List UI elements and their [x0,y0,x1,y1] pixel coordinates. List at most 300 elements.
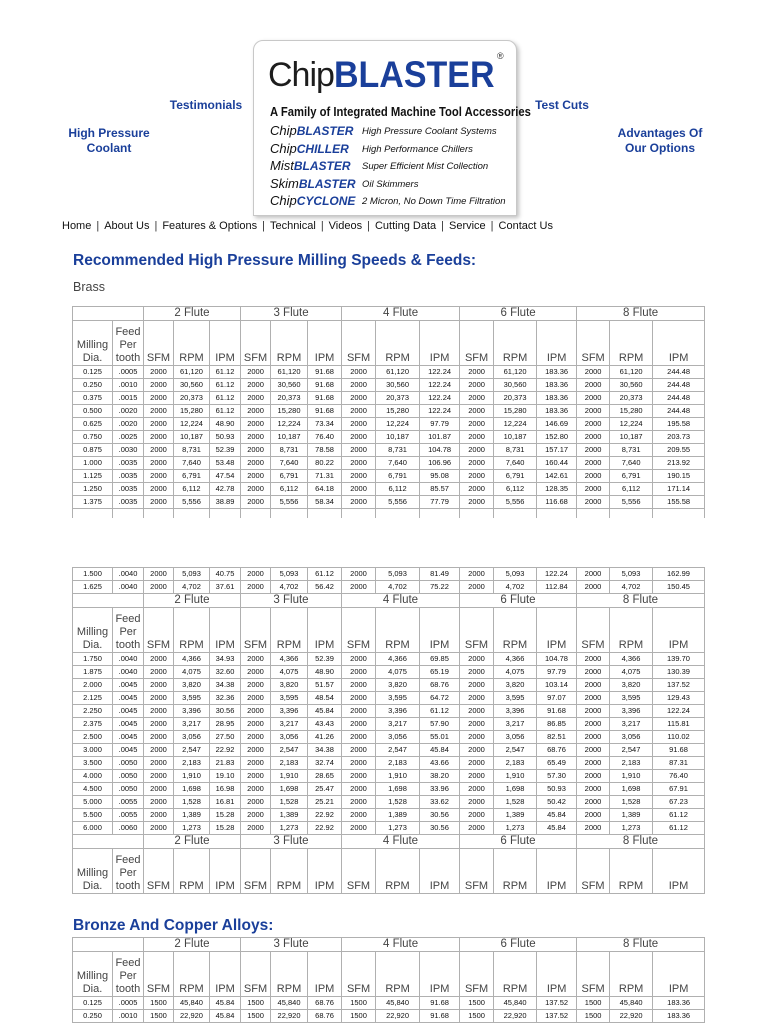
table-cell: 2000 [241,666,271,679]
table-cell: 2000 [342,392,376,405]
sfm-header: SFM [460,952,494,997]
table-cell: 2000 [460,405,494,418]
table-cell: 6,791 [271,470,308,483]
rpm-header: RPM [610,321,653,366]
table-cell: 80.22 [308,457,342,470]
logo-product-item [270,175,419,193]
table-cell: .0025 [113,431,144,444]
table-cell: 1,528 [494,796,537,809]
table-cell: 52.39 [210,444,241,457]
table-cell: 25.21 [308,796,342,809]
table-cell: .0035 [113,457,144,470]
flute-header: 6 Flute [460,594,577,608]
table-cell: 116.68 [537,496,577,509]
flute-header: 4 Flute [342,307,460,321]
table-cell: 1.875 [73,666,113,679]
table-cell: 2000 [460,679,494,692]
table-cell: 7,640 [494,457,537,470]
rpm-header: RPM [174,849,210,894]
table-cell: 106.96 [420,457,460,470]
table-cell: 142.61 [537,470,577,483]
table-cell: 2000 [241,457,271,470]
table-cell: 2000 [460,692,494,705]
table-cell: 3,396 [271,705,308,718]
table-cell: 91.68 [308,366,342,379]
table-cell: 2000 [241,705,271,718]
table-cell: 61,120 [376,366,420,379]
table-cell: .0060 [113,822,144,835]
bronze-copper-title: Bronze And Copper Alloys: [73,917,274,934]
table-cell: 1,910 [174,770,210,783]
table-cell: 30.56 [210,705,241,718]
table-cell: 48.90 [308,666,342,679]
table-cell: 1,910 [610,770,653,783]
table-cell: 4,075 [376,666,420,679]
nav-separator: | [262,220,265,232]
table-cell: 190.15 [653,470,705,483]
table-cell: 3,056 [174,731,210,744]
nav-about-us[interactable]: About Us [104,220,150,232]
header-blank [73,938,144,952]
table-cell: 171.14 [653,483,705,496]
table-cell: 4,702 [610,581,653,594]
advantages-link[interactable]: Advantages Of Our Options [617,126,703,155]
logo-product-item [270,140,473,158]
column-header-row [73,608,705,653]
table-cell: 68.76 [308,997,342,1010]
table-cell: 1,698 [376,783,420,796]
table-cell: 1,910 [376,770,420,783]
table-cell: 61.12 [210,405,241,418]
table-cell: 20,373 [376,392,420,405]
table-row [73,705,705,718]
table-cell: 6,112 [174,483,210,496]
table-cell: 1.375 [73,496,113,509]
logo-product-item [270,123,497,140]
table-cell: 0.375 [73,392,113,405]
flute-header: 4 Flute [342,835,460,849]
table-cell: 81.49 [420,568,460,581]
logo-tagline: A Family of Integrated Machine Tool Accessories [270,105,531,119]
nav-separator: | [367,220,370,232]
feed-per-tooth-header: Feed Per tooth [113,321,144,366]
table-cell: .0055 [113,796,144,809]
table-cell: 4,366 [174,653,210,666]
table-cell: 40.75 [210,568,241,581]
table-cell: 48.54 [308,692,342,705]
table-cell: 1,528 [376,796,420,809]
table-cell: 43.66 [420,757,460,770]
table-cell: 38.89 [210,496,241,509]
table-cell: 2000 [144,568,174,581]
chipblaster-logo[interactable] [253,40,531,216]
flute-header: 4 Flute [342,594,460,608]
table-cell: 5,556 [174,496,210,509]
table-cell: 0.125 [73,366,113,379]
table-cell: .0040 [113,653,144,666]
table-cell: 45.84 [537,809,577,822]
table-cell [376,509,420,519]
rpm-header: RPM [376,849,420,894]
table-cell: 3,820 [494,679,537,692]
table-cell: 244.48 [653,392,705,405]
table-cell: 2000 [577,731,610,744]
table-cell: 1,528 [271,796,308,809]
table-cell: 61.12 [210,392,241,405]
table-cell: 2000 [342,444,376,457]
table-cell: 77.79 [420,496,460,509]
nav-home[interactable]: Home [62,220,92,232]
product-description: High Performance Chillers [362,143,473,155]
table-cell: 2000 [144,418,174,431]
table-cell: 2000 [460,431,494,444]
table-cell: 137.52 [653,679,705,692]
table-cell: .0045 [113,731,144,744]
logo-blaster-text: BLASTER [333,54,495,96]
table-cell: 150.45 [653,581,705,594]
table-cell: 45.84 [210,1010,241,1023]
table-cell: .0020 [113,405,144,418]
table-cell: 2000 [144,679,174,692]
rpm-header: RPM [610,608,653,653]
table-cell: 4,702 [174,581,210,594]
table-cell: 2000 [241,822,271,835]
flute-header: 2 Flute [144,307,241,321]
table-cell: 57.90 [420,718,460,731]
table-cell: 2000 [577,757,610,770]
feed-per-tooth-header: Feed Per tooth [113,952,144,997]
rpm-header: RPM [376,952,420,997]
table-cell: 37.61 [210,581,241,594]
ipm-header: IPM [537,321,577,366]
table-cell: 3,217 [376,718,420,731]
table-row [73,470,705,483]
rpm-header: RPM [610,952,653,997]
table-cell: 162.99 [653,568,705,581]
table-cell: 10,187 [271,431,308,444]
table-cell: 15,280 [174,405,210,418]
table-cell: 15,280 [494,405,537,418]
table-cell: 2000 [144,796,174,809]
table-cell: 61,120 [271,366,308,379]
table-cell: 183.36 [537,379,577,392]
table-cell: .0010 [113,1010,144,1023]
table-cell: 5.500 [73,809,113,822]
table-cell: 50.93 [210,431,241,444]
table-cell: 7,640 [610,457,653,470]
table-cell: 32.74 [308,757,342,770]
table-cell: .0005 [113,366,144,379]
high-pressure-coolant-link[interactable]: High Pressure Coolant [68,126,150,155]
header-blank [73,835,144,849]
table-cell: 22,920 [494,1010,537,1023]
table-cell: 91.68 [308,379,342,392]
sfm-header: SFM [460,321,494,366]
table-row [73,757,705,770]
table-cell: 28.65 [308,770,342,783]
table-cell: 2000 [241,392,271,405]
table-cell: 2000 [144,457,174,470]
table-row [73,418,705,431]
page-title: Recommended High Pressure Milling Speeds & Feeds: [73,252,477,269]
table-cell: 1500 [241,997,271,1010]
nav-contact-us[interactable]: Contact Us [498,220,553,232]
table-cell: 45,840 [376,997,420,1010]
table-cell: 2000 [241,470,271,483]
sfm-header: SFM [460,849,494,894]
table-row [73,783,705,796]
table-cell: 6,112 [271,483,308,496]
table-cell: 2000 [577,379,610,392]
table-cell: 4.000 [73,770,113,783]
rpm-header: RPM [271,321,308,366]
table-cell: 25.47 [308,783,342,796]
sfm-header: SFM [577,321,610,366]
table-cell: 30,560 [271,379,308,392]
table-cell: 5,556 [610,496,653,509]
table-cell: 2000 [342,679,376,692]
column-header-row [73,952,705,997]
table-cell: 2000 [460,718,494,731]
product-description: Super Efficient Mist Collection [362,161,489,172]
table-cell: 2000 [342,705,376,718]
table-cell: 2000 [577,431,610,444]
table-cell: 2000 [577,405,610,418]
table-cell: 2000 [241,568,271,581]
table-cell: 2000 [342,653,376,666]
table-cell [174,509,210,519]
sfm-header: SFM [241,608,271,653]
table-row [73,822,705,835]
table-cell: 2000 [241,418,271,431]
table-cell: 57.30 [537,770,577,783]
nav-technical[interactable]: Technical [269,220,316,232]
table-cell: 1.625 [73,581,113,594]
table-cell: 2.375 [73,718,113,731]
table-cell: 2000 [342,457,376,470]
product-name: CYCLONE [296,194,356,208]
table-cell: 115.81 [653,718,705,731]
table-cell: 6,112 [610,483,653,496]
table-cell: 56.42 [308,581,342,594]
table-cell: 28.95 [210,718,241,731]
milling-dia-header: Milling Dia. [73,849,113,894]
table-cell: 3,820 [610,679,653,692]
table-cell: 91.68 [537,705,577,718]
table-cell [113,509,144,519]
table-row [73,770,705,783]
nav-service[interactable]: Service [448,220,486,232]
table-cell: 1500 [460,997,494,1010]
table-cell: 76.40 [308,431,342,444]
table-cell: 2000 [144,692,174,705]
nav-cutting-data[interactable]: Cutting Data [374,220,437,232]
test-cuts-link[interactable]: Test Cuts [535,98,589,112]
table-cell: 22,920 [271,1010,308,1023]
table-cell: 112.84 [537,581,577,594]
table-cell: 2000 [460,731,494,744]
table-cell: 6,791 [494,470,537,483]
table-cell: 20,373 [174,392,210,405]
ipm-header: IPM [210,608,241,653]
table-cell: 2000 [241,770,271,783]
table-cell: .0045 [113,692,144,705]
table-cell: 2000 [577,744,610,757]
table-cell: 2000 [577,418,610,431]
table-cell: 1,698 [494,783,537,796]
table-cell: 45.84 [537,822,577,835]
table-cell: 10,187 [610,431,653,444]
table-cell: 2000 [577,581,610,594]
table-cell: 3.000 [73,744,113,757]
table-cell: 16.81 [210,796,241,809]
flute-header: 6 Flute [460,835,577,849]
table-cell: 64.72 [420,692,460,705]
table-cell: 33.96 [420,783,460,796]
table-cell: 2000 [577,457,610,470]
ipm-header: IPM [653,849,705,894]
product-prefix: Chip [270,123,297,138]
table-cell: .0040 [113,581,144,594]
table-cell: 2000 [144,470,174,483]
table-cell: 2,183 [271,757,308,770]
table-cell: 91.68 [308,392,342,405]
table-cell: 61.12 [210,379,241,392]
sfm-header: SFM [342,849,376,894]
column-header-row [73,849,705,894]
table-cell: 1,273 [610,822,653,835]
table-cell: 2000 [342,666,376,679]
table-cell: 1,389 [271,809,308,822]
table-cell [537,509,577,519]
table-cell: 6,791 [174,470,210,483]
table-cell: 61,120 [494,366,537,379]
table-cell: 2000 [342,692,376,705]
table-cell: .0050 [113,757,144,770]
table-cell: 2000 [342,809,376,822]
table-cell: 55.01 [420,731,460,744]
table-cell: 76.40 [653,770,705,783]
table-cell: 5,093 [271,568,308,581]
table-cell: 2000 [144,392,174,405]
table-cell [420,509,460,519]
table-cell: 2000 [144,444,174,457]
table-cell: 1,698 [610,783,653,796]
testimonials-link[interactable]: Testimonials [169,98,243,112]
table-cell: 6,112 [376,483,420,496]
table-cell: 2000 [342,431,376,444]
table-row [73,744,705,757]
nav-videos[interactable]: Videos [328,220,363,232]
table-cell: 4,075 [174,666,210,679]
main-nav [58,220,557,238]
table-cell: 1.000 [73,457,113,470]
table-cell: .0045 [113,718,144,731]
table-cell: 30,560 [494,379,537,392]
nav-features-and-options[interactable]: Features & Options [162,220,258,232]
table-cell: 2000 [460,496,494,509]
table-cell: 1500 [144,997,174,1010]
table-cell: 19.10 [210,770,241,783]
product-prefix: Chip [270,193,297,208]
table-cell: 8,731 [271,444,308,457]
flute-header: 8 Flute [577,594,705,608]
table-cell: 5,093 [376,568,420,581]
table-cell: 27.50 [210,731,241,744]
table-cell: 86.85 [537,718,577,731]
flute-header: 4 Flute [342,938,460,952]
table-cell: .0050 [113,770,144,783]
table-cell: 103.14 [537,679,577,692]
table-row [73,392,705,405]
table-cell: 128.35 [537,483,577,496]
logo-product-item [270,193,506,210]
table-cell: .0055 [113,809,144,822]
table-cell: 67.23 [653,796,705,809]
table-cell: 3,595 [610,692,653,705]
table-cell: 20,373 [494,392,537,405]
bronze-table [72,937,705,1023]
flute-header: 3 Flute [241,594,342,608]
table-cell: 244.48 [653,405,705,418]
table-cell: 2000 [577,496,610,509]
nav-separator: | [96,220,100,232]
nav-separator: | [490,220,494,232]
table-cell: 104.78 [420,444,460,457]
table-cell [494,509,537,519]
table-cell: 2000 [342,718,376,731]
product-prefix: Chip [270,140,297,156]
logo-wordmark [268,54,495,96]
table-cell: 3,595 [494,692,537,705]
table-cell: 61.12 [420,705,460,718]
table-cell: 2000 [460,783,494,796]
table-cell: 58.34 [308,496,342,509]
table-cell: 61,120 [610,366,653,379]
table-cell: 183.36 [537,366,577,379]
table-cell: 2000 [577,679,610,692]
table-cell: 2000 [144,705,174,718]
table-cell: 38.20 [420,770,460,783]
table-cell: 61.12 [308,568,342,581]
table-cell: 2000 [144,731,174,744]
table-cell: 3,056 [494,731,537,744]
rpm-header: RPM [271,608,308,653]
product-name: BLASTER [298,176,356,191]
table-row [73,653,705,666]
table-cell: 7,640 [271,457,308,470]
table-cell: 2000 [460,744,494,757]
ipm-header: IPM [210,849,241,894]
table-cell: 2000 [342,405,376,418]
table-cell: 1.500 [73,568,113,581]
table-cell: 2.125 [73,692,113,705]
rpm-header: RPM [376,608,420,653]
table-cell: 2000 [342,483,376,496]
table-cell: 30,560 [376,379,420,392]
table-cell: 152.80 [537,431,577,444]
flute-header: 6 Flute [460,938,577,952]
table-cell: 5,556 [271,496,308,509]
flute-header: 2 Flute [144,594,241,608]
table-cell: 2000 [342,366,376,379]
table-cell: 1500 [144,1010,174,1023]
table-cell: 20,373 [271,392,308,405]
table-cell: 2000 [144,496,174,509]
brass-table-2 [72,567,705,894]
table-cell: 130.39 [653,666,705,679]
table-cell: 5,093 [610,568,653,581]
